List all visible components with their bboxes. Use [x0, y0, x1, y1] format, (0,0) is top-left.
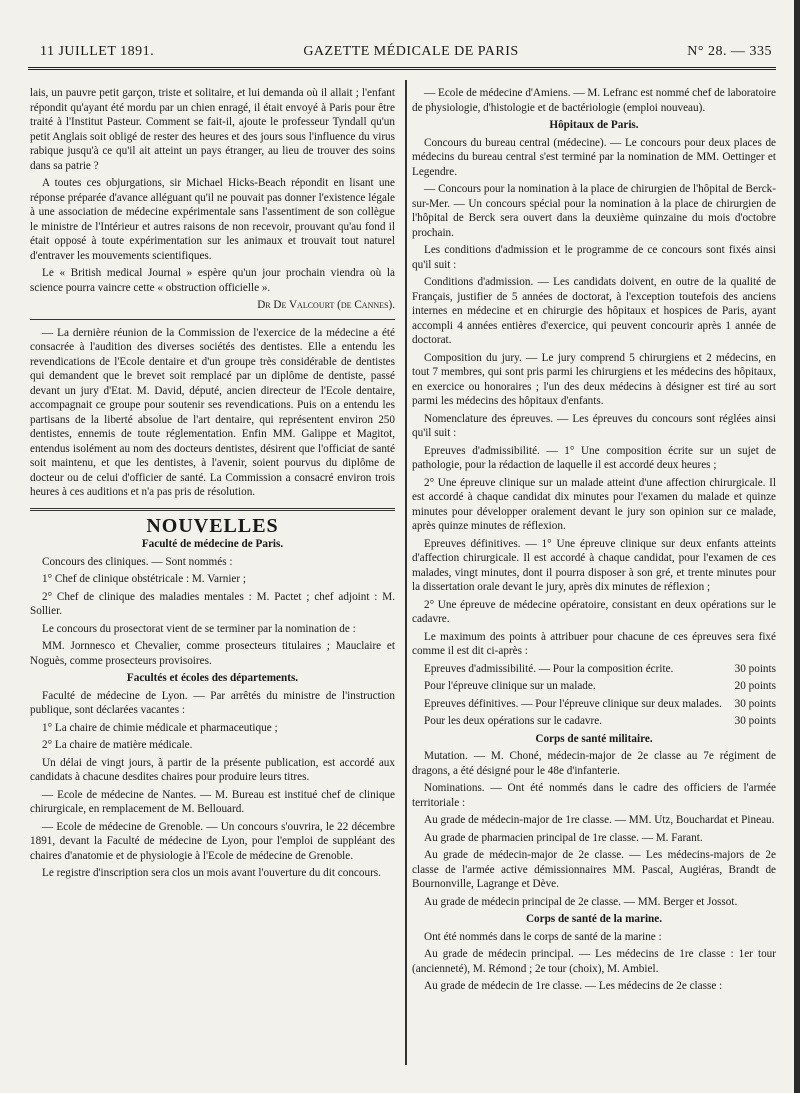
paragraph: — La dernière réunion de la Commission de l'exercice de la médecine a été consacrée à l'audition des diverses sociétés des dentistes. Elle a entendu les revendications de l'Ecole dentaire et d'un groupe très considérable de dentistes qui demandent que le brevet soit remplacé par un diplôme de dentiste, passé devant un jury d'Etat. M. David, député, ancien directeur de l'Ecole dentaire, accompagnait ce groupe pour soutenir ses revendications. Puis on a entendu les partisans de la liberté absolue de l'art dentaire, qui représentent environ 250 dentistes, ennemis de toute réglementation. Enfin MM. Galippe et Magitot, entendus isolément au nom des docteurs dentistes, désirent que l'officiat de santé soit maintenu, et que les dentistes, à l'avenir, soient pourvus du diplôme de docteur ou de celui d'officier de santé. La Commission a consacré environ trois heures à ces auditions et n'a pas pris de résolution.: [30, 326, 395, 498]
paragraph: Epreuves d'admissibilité. — 1° Une composition écrite sur un sujet de pathologie, pour la rédaction de laquelle il est accordé deux heures ;: [412, 444, 776, 471]
subheading: Faculté de médecine de Paris.: [141, 538, 284, 550]
paragraph: Le maximum des points à attribuer pour chacune de ces épreuves sera fixé comme il est dit ci-après :: [412, 630, 776, 657]
paragraph: — Concours pour la nomination à la place de chirurgien de l'hôpital de Berck-sur-Mer. — Un concours spécial pour la nomination à la place de chirurgien de l'hôpital de Berck sera ouvert dans la deuxième quinzaine du mois d'octobre prochain.: [412, 183, 776, 239]
header-rule: [28, 67, 776, 74]
points-label: Pour l'épreuve clinique sur un malade.: [424, 680, 596, 692]
page-number: N° 28. — 335: [687, 44, 772, 59]
points-value: 30 points: [734, 697, 776, 710]
right-column: [412, 86, 776, 997]
subheading: Hôpitaux de Paris.: [549, 119, 639, 131]
paragraph: Le « British medical Journal » espère qu'un jour prochain viendra où la science pourra vaincre cette « obstruction officielle ».: [30, 267, 395, 294]
paragraph: Le concours du prosectorat vient de se terminer par la nomination de :: [42, 622, 356, 635]
section-heading: NOUVELLES: [146, 514, 279, 537]
paragraph: Au grade de pharmacien principal de 1re classe. — M. Farant.: [424, 831, 703, 844]
points-value: 30 points: [734, 662, 776, 675]
points-label: Epreuves d'admissibilité. — Pour la composition écrite.: [424, 662, 674, 675]
paragraph: Le registre d'inscription sera clos un mois avant l'ouverture du dit concours.: [42, 867, 381, 879]
page-header: [40, 40, 782, 62]
paragraph: Composition du jury. — Le jury comprend 5 chirurgiens et 2 médecins, en tout 7 membres, qui sont pris parmi les chirurgiens et les médecins des hôpitaux, en exercice ou honoraires ; l'un des deux médecins à désigner est tiré au sort parmi les médecins des hôpitaux d'enfants.: [412, 351, 776, 407]
left-column: [30, 86, 395, 884]
paragraph: 2° La chaire de matière médicale.: [42, 739, 193, 751]
points-row: [412, 662, 776, 677]
subheading: Corps de santé militaire.: [535, 732, 653, 745]
paragraph: Au grade de médecin principal de 2e classe. — MM. Berger et Jossot.: [424, 895, 738, 908]
paragraph: Les conditions d'admission et le programme de ce concours sont fixés ainsi qu'il suit :: [412, 244, 776, 271]
paragraph: — Ecole de médecine de Grenoble. — Un concours s'ouvrira, le 22 décembre 1891, devant la Faculté de médecine de Lyon, pour l'emploi de suppléant des chaires d'anatomie et de physiologie à l'Ecole de médecine de Grenoble.: [30, 820, 395, 862]
signature: Dr De Valcourt (de Cannes).: [257, 299, 395, 311]
points-row: [412, 697, 776, 712]
paragraph: — Ecole de médecine de Nantes. — M. Bureau est institué chef de clinique chirurgicale, en remplacement de M. Bellouard.: [30, 788, 395, 815]
subheading: Corps de santé de la marine.: [525, 913, 663, 925]
divider: [30, 508, 395, 511]
paragraph: Conditions d'admission. — Les candidats doivent, en outre de la qualité de Français, justifier de 5 années de doctorat, à l'exception toutefois des anciens internes en médecine et en chirurgie des hôpitaux et hospices de Paris, ayant accompli 4 années entières d'exercice, qui peuvent concourir après 1 année de doctorat.: [412, 276, 776, 346]
journal-title: GAZETTE MÉDICALE DE PARIS: [303, 44, 519, 59]
points-value: 30 points: [734, 715, 776, 727]
paragraph: Au grade de médecin-major de 2e classe. — Les médecins-majors de 2e classe de l'armée active démissionnaires MM. Pascal, Augiéras, Brandt de Bournonville, Lagrange et Dève.: [412, 849, 776, 890]
points-value: 20 points: [734, 680, 776, 692]
points-row: [412, 679, 776, 694]
paragraph: Epreuves définitives. — 1° Une épreuve clinique sur deux enfants atteints d'affection chirurgicale. Il est accordé à chaque candidat, pour l'examen de ces malades, vingt minutes, dont il pourra disposer à son gré, et trente minutes pour la dissertation orale devant le jury, après dix minutes de réflexion ;: [412, 537, 776, 593]
paragraph: 2° Une épreuve clinique sur un malade atteint d'une affection chirurgicale. Il est accordé à chaque candidat dix minutes pour l'examen du malade et quinze minutes pour développer oralement devant le jury son opinion sur ce malade, après quinze minutes de réflexion.: [412, 476, 776, 532]
paragraph: Concours des cliniques. — Sont nommés :: [42, 555, 233, 568]
paragraph: Nominations. — Ont été nommés dans le cadre des officiers de l'armée territoriale :: [412, 782, 776, 809]
paragraph: 2° Une épreuve de médecine opératoire, consistant en deux opérations sur le cadavre.: [412, 598, 776, 625]
paragraph: A toutes ces objurgations, sir Michael Hicks-Beach répondit en lisant une réponse préparée d'avance alléguant qu'il ne pouvait pas donner l'existence légale à une association de médecine expérimentale sans l'assentiment de son collègue le ministre de l'Intérieur et autres raisons de non recevoir, prouvant qu'au fond il était opposé à toute expérimentation sur les animaux et trouvait tout naturel d'entraver les mouvements scientifiques.: [30, 177, 395, 262]
divider: [30, 319, 395, 320]
paragraph: Mutation. — M. Choné, médecin-major de 2e classe au 7e régiment de dragons, a été désigné pour le 48e d'infanterie.: [412, 750, 776, 777]
subheading: Facultés et écoles des départements.: [126, 672, 299, 684]
column-divider: [405, 80, 407, 1065]
points-label: Pour les deux opérations sur le cadavre.: [424, 715, 603, 727]
paragraph: MM. Jornnesco et Chevalier, comme prosecteurs titulaires ; Mauclaire et Noguès, comme prosecteurs provisoires.: [30, 640, 395, 667]
paragraph: 1° Chef de clinique obstétricale : M. Varnier ;: [42, 573, 247, 585]
paragraph: lais, un pauvre petit garçon, triste et solitaire, et lui demanda où il allait ; l'enfant répondit qu'ayant été mordu par un chien enragé, il était envoyé à Paris pour être traité à l'Institut Pasteur. Comment se fait-il, ajoute le professeur Tyndall qu'un petit Anglais soit obligé de rester des heures et des jours sous l'influence du virus rabique jusqu'à ce qu'il ait atteint un pays étranger, au lieu de trouver des soins dans sa patrie ?: [30, 87, 395, 172]
paragraph: Un délai de vingt jours, à partir de la présente publication, est accordé aux candidats à chacune desdites chaires pour produire leurs titres.: [30, 756, 395, 783]
paragraph: Au grade de médecin de 1re classe. — Les médecins de 2e classe :: [424, 980, 723, 992]
paragraph: Faculté de médecine de Lyon. — Par arrêtés du ministre de l'instruction publique, sont déclarées vacantes :: [30, 689, 395, 716]
paragraph: — Ecole de médecine d'Amiens. — M. Lefranc est nommé chef de laboratoire de physiologie, d'histologie et de bactériologie (emploi nouveau).: [412, 87, 776, 114]
points-row: [412, 714, 776, 729]
paragraph: Nomenclature des épreuves. — Les épreuves du concours sont réglées ainsi qu'il suit :: [412, 412, 776, 439]
paragraph: Au grade de médecin-major de 1re classe. — MM. Utz, Bouchardat et Pineau.: [424, 814, 775, 826]
paragraph: 1° La chaire de chimie médicale et pharmaceutique ;: [42, 721, 278, 734]
paragraph: 2° Chef de clinique des maladies mentales : M. Pactet ; chef adjoint : M. Sollier.: [30, 590, 395, 617]
scan-edge: [794, 0, 800, 1093]
issue-date: 11 JUILLET 1891.: [40, 44, 155, 59]
points-label: Epreuves définitives. — Pour l'épreuve clinique sur deux malades.: [424, 697, 722, 710]
paragraph: Concours du bureau central (médecine). — Le concours pour deux places de médecins du bureau central s'est terminé par la nomination de MM. Oettinger et Legendre.: [412, 136, 776, 178]
paragraph: Au grade de médecin principal. — Les médecins de 1re classe : 1er tour (ancienneté), M. Rémond ; 2e tour (choix), M. Ambiel.: [412, 948, 776, 975]
paragraph: Ont été nommés dans le corps de santé de la marine :: [424, 930, 662, 943]
